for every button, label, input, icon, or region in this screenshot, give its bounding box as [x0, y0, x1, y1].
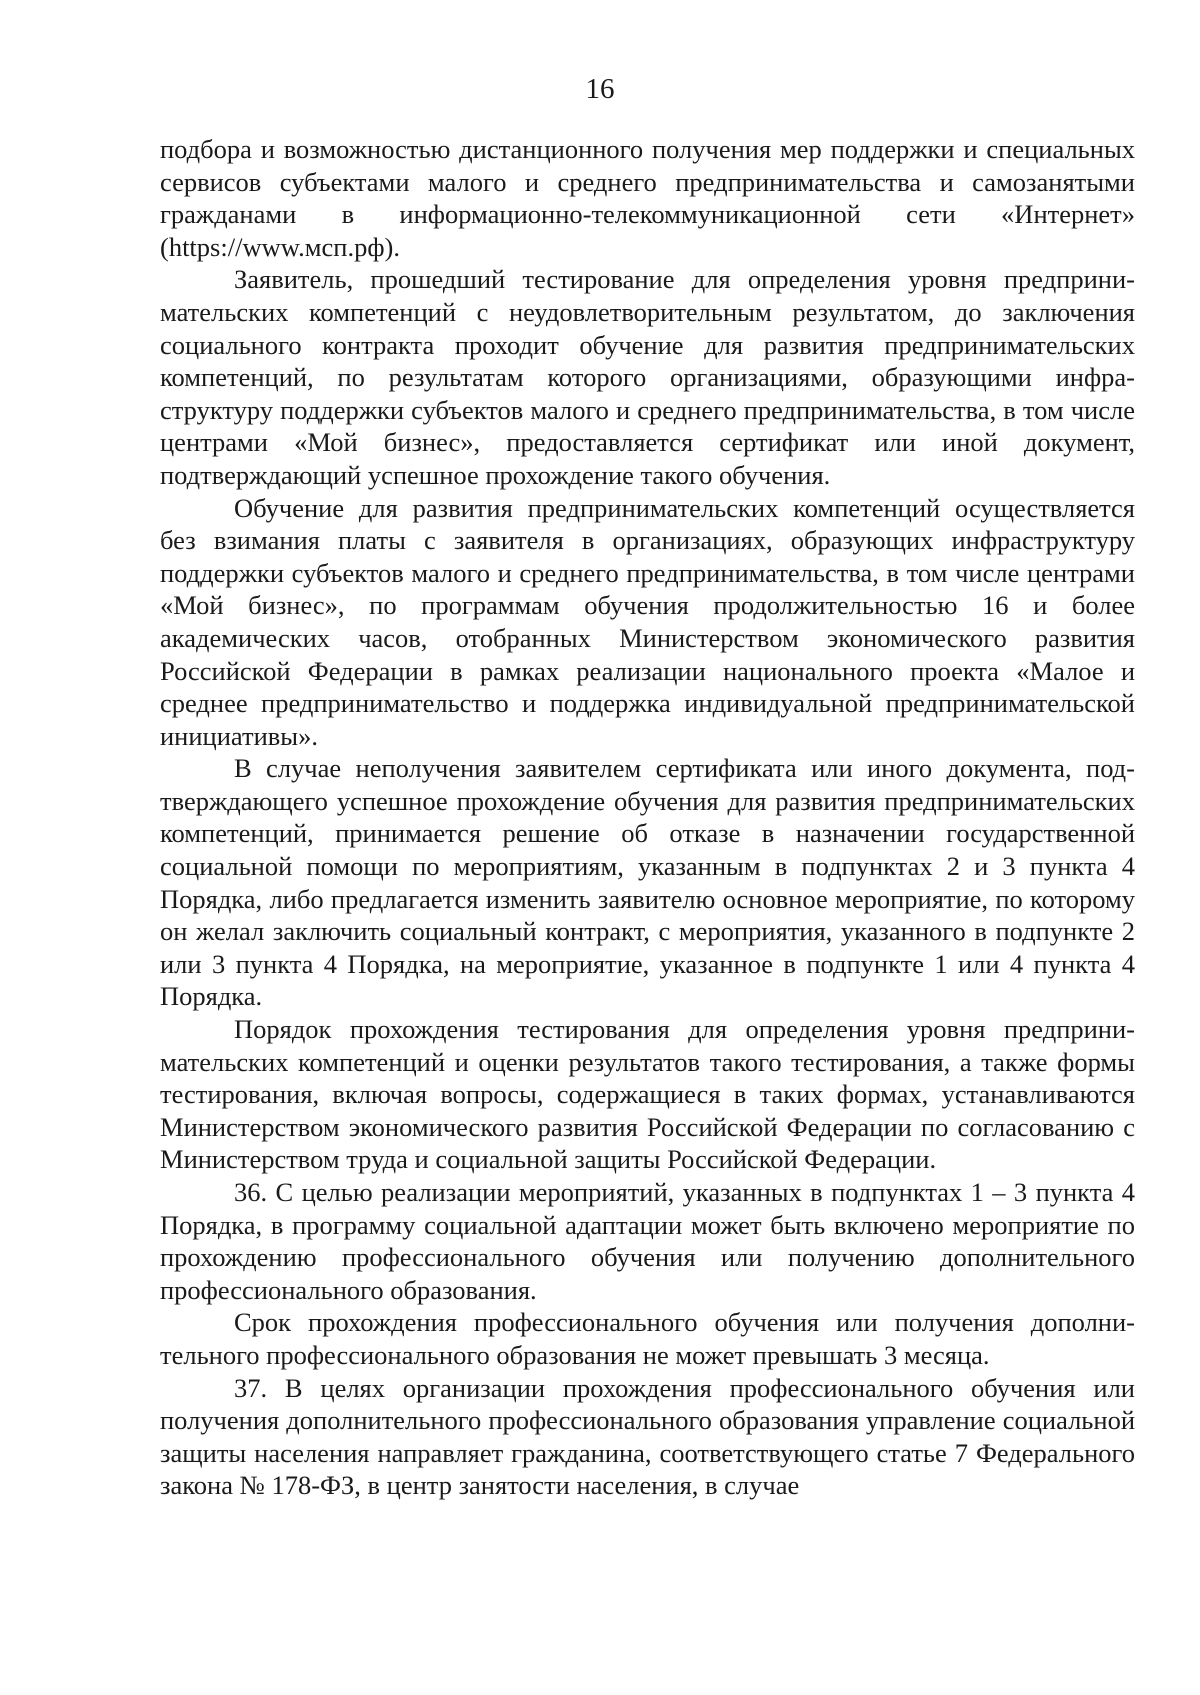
paragraph-certificate-refusal: В случае неполучения заявителем сертификата или иного документа, подтверждающего успешное прохождение обучения для развития предпринимательских компетенций, принимается решение об отказе в назначении государственной социальной помощи по мероприятиям, указанным в подпунктах 2 и 3 пункта 4 Порядка, либо предлагается изменить заявителю основное мероприятие, по которому он желал заключить социальный контракт, с мероприятия, указанного в подпункте 2 или 3 пункта 4 Порядка, на мероприятие, указанное в подпункте 1 или 4 пункта 4 Порядка. — [160, 753, 1135, 1012]
paragraph-item-36: 36. С целью реализации мероприятий, указанных в подпунктах 1 – 3 пункта 4 Порядка, в программу социальной адаптации может быть включено мероприятие по прохождению профессионального обучения или получению дополнительного профессионального образования. — [160, 1177, 1135, 1305]
paragraph-testing-procedure: Порядок прохождения тестирования для определения уровня предпринимательских компетенций и оценки результатов такого тестирования, а также формы тестирования, включая вопросы, содержащиеся в таких формах, устанавливаются Министерством экономического развития Российской Федерации по согласованию с Министерством труда и социальной защиты Российской Федерации. — [160, 1014, 1135, 1175]
paragraph-continuation: подбора и возможностью дистанционного получения мер поддержки и специальных сервисов субъектами малого и среднего предпринимательства и самозанятыми гражданами в информационно-телекоммуникационной сети «Интернет» (https://www.мсп.рф). — [160, 134, 1135, 262]
paragraph-applicant-testing: Заявитель, прошедший тестирование для определения уровня предпринимательских компетенций с неудовлетворительным результатом, до заключения социального контракта проходит обучение для развития предпринимательских компетенций, по результатам которого организациями, образующими инфраструктуру поддержки субъектов малого и среднего предпринимательства, в том числе центрами «Мой бизнес», предоставляется сертификат или иной документ, подтверждающий успешное прохождение такого обучения. — [160, 264, 1135, 490]
document-body — [160, 133, 1135, 1502]
paragraph-item-37: 37. В целях организации прохождения профессионального обучения или получения дополнительного профессионального образования управление социальной защиты населения направляет гражданина, соответствующего статье 7 Федерального закона № 178-ФЗ, в центр занятости населения, в случае — [160, 1372, 1135, 1501]
paragraph-training: Обучение для развития предпринимательских компетенций осуществляется без взимания платы с заявителя в организациях, образующих инфраструктуру поддержки субъектов малого и среднего предпринимательства, в том числе центрами «Мой бизнес», по программам обучения продолжительностью 16 и более академических часов, отобранных Министерством экономического развития Российской Федерации в рамках реализации национального проекта «Малое и среднее предпринимательство и поддержка индивидуальной предпринимательской инициативы». — [160, 492, 1135, 751]
page-number: 16 — [585, 73, 615, 105]
paragraph-training-duration: Срок прохождения профессионального обучения или получения дополнительного профессионального образования не может превышать 3 месяца. — [160, 1307, 1135, 1370]
